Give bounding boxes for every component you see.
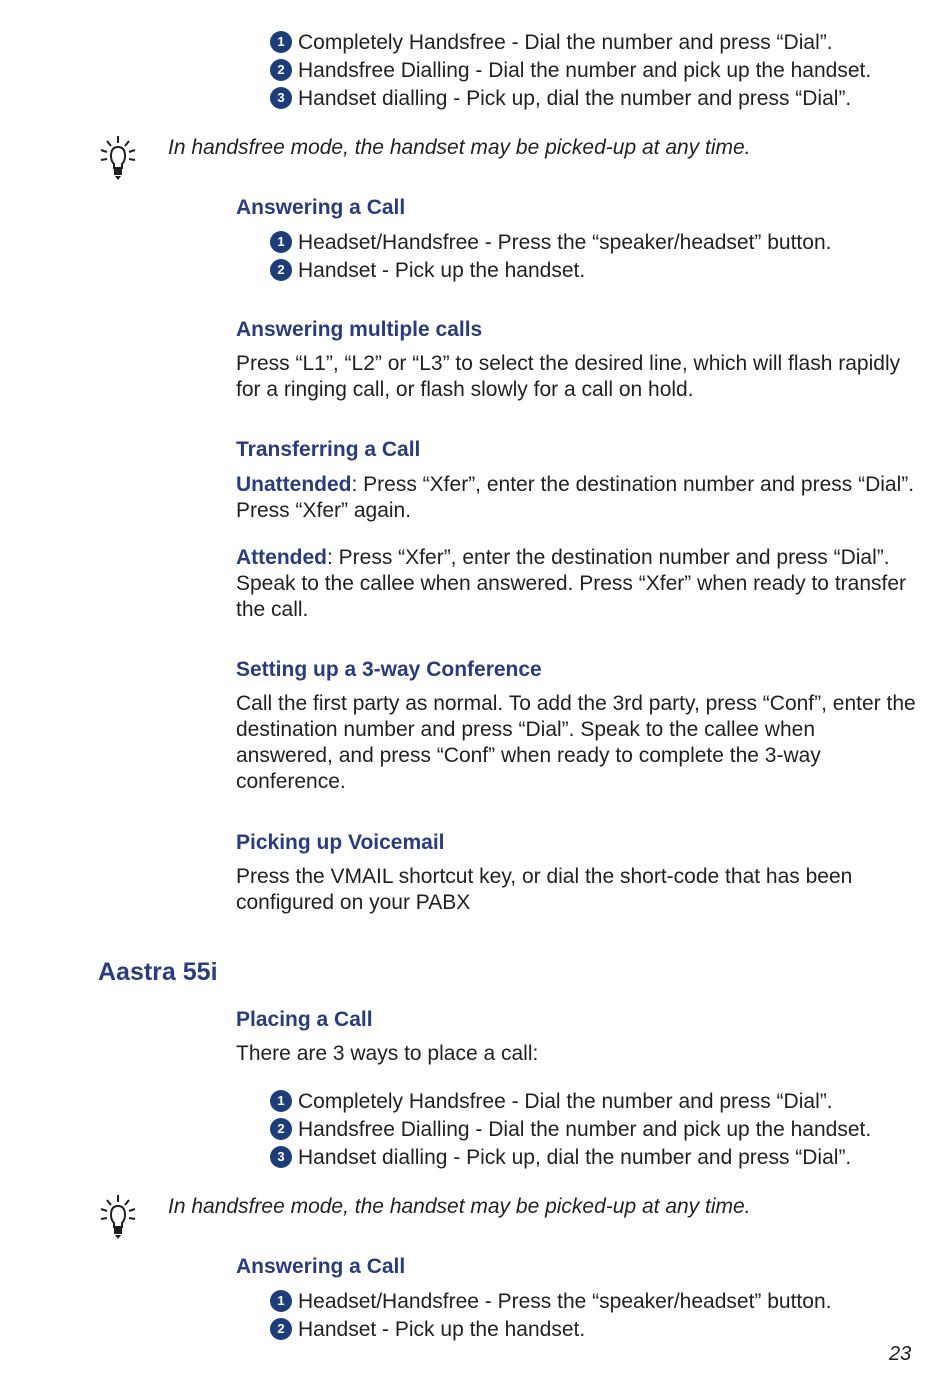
step-number-badge: 1 [270,1290,292,1312]
step-text: Completely Handsfree - Dial the number and press “Dial”. [298,1090,833,1113]
step-text: Handset - Pick up the handset. [298,1318,586,1341]
step-text: Headset/Handsfree - Press the “speaker/headset” button. [298,231,832,254]
body-paragraph [236,545,916,623]
lightbulb-tip-icon [98,1193,138,1241]
section-heading: Answering multiple calls [236,318,483,341]
list-item [270,257,585,285]
step-text: Handset dialling - Pick up, dial the number and press “Dial”. [298,1146,852,1169]
step-number-badge: 3 [270,1146,292,1168]
step-number-badge: 2 [270,1118,292,1140]
list-item [270,1116,871,1144]
step-number-badge: 1 [270,1090,292,1112]
list-item [270,85,851,113]
step-text: Handsfree Dialling - Dial the number and pick up the handset. [298,59,872,82]
section-heading: Transferring a Call [236,438,421,461]
tip-text: In handsfree mode, the handset may be picked-up at any time. [168,136,751,159]
body-paragraph: There are 3 ways to place a call: [236,1042,539,1065]
section-heading: Picking up Voicemail [236,831,445,854]
attended-text: : Press “Xfer”, enter the destination number and press “Dial”. Speak to the callee when answered. Press “Xfer” when ready to transfer the call. [236,546,907,621]
list-item [270,1144,851,1172]
list-item [270,1288,831,1316]
list-item [270,1088,833,1116]
step-text: Handset - Pick up the handset. [298,259,586,282]
step-text: Handsfree Dialling - Dial the number and pick up the handset. [298,1118,872,1141]
attended-label: Attended [236,546,327,569]
step-text: Handset dialling - Pick up, dial the number and press “Dial”. [298,87,852,110]
section-heading: Placing a Call [236,1008,373,1031]
step-number-badge: 2 [270,1318,292,1340]
list-item [270,229,831,257]
list-item [270,57,871,85]
unattended-label: Unattended [236,473,352,496]
step-number-badge: 1 [270,31,292,53]
step-text: Completely Handsfree - Dial the number and press “Dial”. [298,31,833,54]
list-item [270,29,833,57]
body-paragraph: Press “L1”, “L2” or “L3” to select the desired line, which will flash rapidly for a ringing call, or flash slowly for a call on hold. [236,352,901,401]
step-text: Headset/Handsfree - Press the “speaker/headset” button. [298,1290,832,1313]
step-number-badge: 2 [270,59,292,81]
body-paragraph: Call the first party as normal. To add the 3rd party, press “Conf”, enter the destination number and press “Dial”. Speak to the callee when answered, and press “Conf” when ready to complete the 3-way conference. [236,692,916,793]
list-item [270,1316,585,1344]
section-heading: Answering a Call [236,196,406,219]
step-number-badge: 1 [270,231,292,253]
step-number-badge: 3 [270,87,292,109]
section-heading: Setting up a 3-way Conference [236,658,542,681]
tip-text: In handsfree mode, the handset may be picked-up at any time. [168,1195,751,1218]
step-number-badge: 2 [270,259,292,281]
page-number: 23 [889,1343,912,1365]
lightbulb-tip-icon [98,134,138,182]
model-section-title: Aastra 55i [98,958,218,986]
unattended-text: : Press “Xfer”, enter the destination number and press “Dial”. Press “Xfer” again. [236,473,915,522]
body-paragraph: Press the VMAIL shortcut key, or dial the short-code that has been configured on your PABX [236,865,853,914]
section-heading: Answering a Call [236,1255,406,1278]
body-paragraph [236,472,916,524]
